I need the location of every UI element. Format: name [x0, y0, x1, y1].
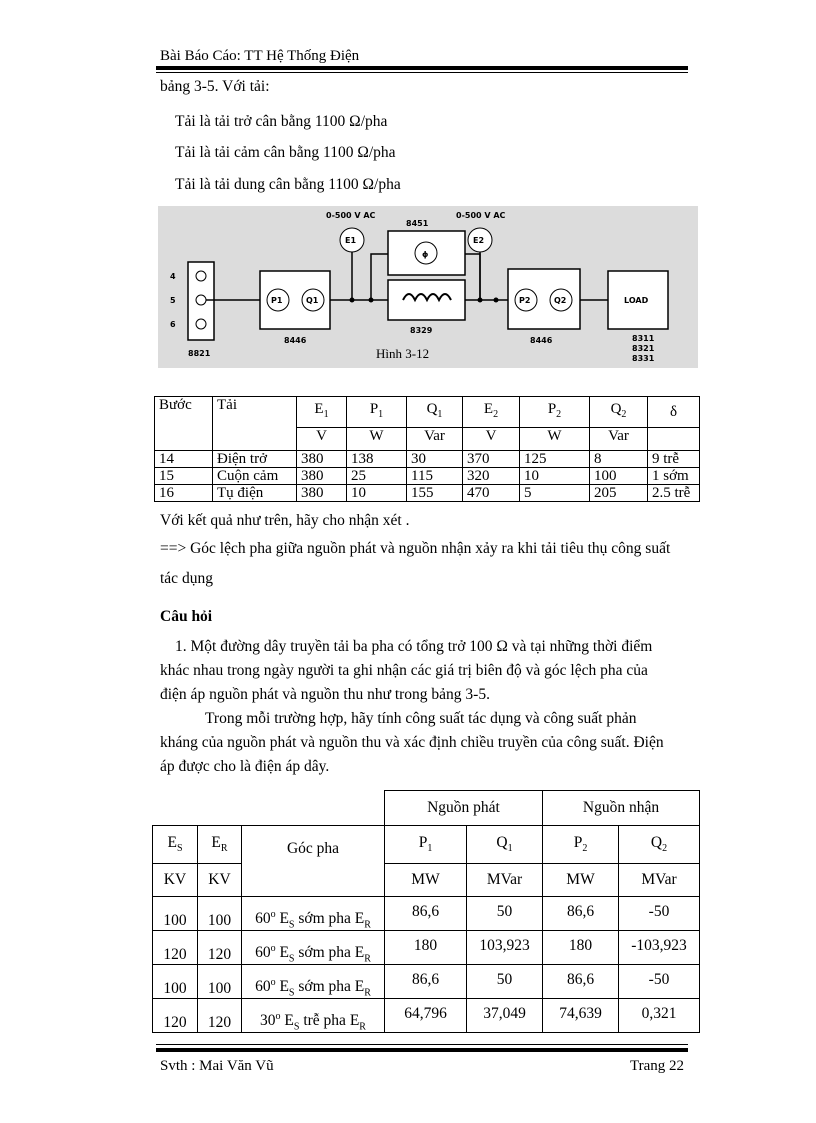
unit-p2: MW	[543, 864, 619, 897]
table-row	[155, 451, 700, 468]
phase-meter-id: 8451	[406, 219, 429, 228]
q2-label: Q2	[554, 296, 567, 305]
unit-p2: W	[520, 428, 590, 451]
cell: 180	[543, 931, 619, 965]
q1-label: Q1	[306, 296, 319, 305]
cell: 25	[347, 468, 407, 485]
unit-p1: W	[347, 428, 407, 451]
unit-delta	[648, 428, 700, 451]
task-line-2: kháng của nguồn phát và nguồn thu và xác định chiều truyền của công suất. Điện	[160, 734, 664, 751]
cell-angle: 60$^o$ $E_S$ sớm pha $E_R$	[242, 931, 385, 965]
unit-er: KV	[198, 864, 242, 897]
intro-line: bảng 3-5. Với tải:	[160, 78, 270, 95]
header-e1: $E_1$	[297, 397, 347, 428]
wattmeter-right-id: 8446	[530, 336, 553, 345]
header-step: Bước	[155, 397, 213, 451]
header-q1: $Q_1$	[467, 826, 543, 864]
figure-caption: Hình 3-12	[376, 346, 430, 361]
header-angle: Góc pha	[242, 826, 385, 897]
footer-author: Svth : Mai Văn Vũ	[160, 1058, 274, 1074]
cell: 9 trễ	[648, 451, 700, 468]
task-line-1: Trong mỗi trường hợp, hãy tính công suất tác dụng và công suất phản	[205, 710, 637, 727]
cell: -50	[619, 897, 700, 931]
cell: Tụ điện	[213, 485, 297, 502]
cell: 370	[463, 451, 520, 468]
terminal-label-5: 5	[170, 296, 176, 305]
header-rule-thick	[156, 66, 688, 70]
header-load: Tải	[213, 397, 297, 451]
cell: Điện trở	[213, 451, 297, 468]
unit-q2: MVar	[619, 864, 700, 897]
cell: 50	[467, 965, 543, 999]
remark-line-2: ==> Góc lệch pha giữa nguồn phát và nguồn nhận xảy ra khi tải tiêu thụ công suất	[160, 540, 671, 557]
cell: 100	[153, 965, 198, 999]
cell: 100	[153, 897, 198, 931]
table-row	[153, 965, 700, 999]
footer-rule-thin	[156, 1044, 688, 1045]
wattmeter-left-id: 8446	[284, 336, 307, 345]
cell: 15	[155, 468, 213, 485]
cell: 10	[347, 485, 407, 502]
terminal-5	[196, 295, 206, 305]
cell-angle: 30$^o$ $E_S$ trễ pha $E_R$	[242, 999, 385, 1033]
header-q2: $Q_2$	[590, 397, 648, 428]
cell: 120	[198, 999, 242, 1033]
header-es: $E_S$	[153, 826, 198, 864]
terminal-label-6: 6	[170, 320, 176, 329]
cell: 5	[520, 485, 590, 502]
footer-page-number: Trang 22	[630, 1058, 685, 1074]
group-receiving-source: Nguồn nhận	[543, 791, 700, 826]
cell: 155	[407, 485, 463, 502]
cell: 14	[155, 451, 213, 468]
e1-label: E1	[345, 236, 357, 245]
header-delta: δ	[648, 397, 700, 428]
load-id-3: 8331	[632, 354, 655, 363]
cell: -50	[619, 965, 700, 999]
cell: 86,6	[385, 965, 467, 999]
remark-line-3: tác dụng	[160, 570, 213, 587]
e2-label: E2	[473, 236, 485, 245]
cell: 10	[520, 468, 590, 485]
group-sending-source: Nguồn phát	[385, 791, 543, 826]
inductor-id: 8329	[410, 326, 433, 335]
terminal-6	[196, 319, 206, 329]
cell: 320	[463, 468, 520, 485]
phase-symbol: ϕ	[422, 250, 429, 259]
p2-label: P2	[519, 296, 531, 305]
table-row	[153, 999, 700, 1033]
header-p1: $P_1$	[347, 397, 407, 428]
cell: 86,6	[543, 897, 619, 931]
question-line-1: 1. Một đường dây truyền tải ba pha có tổng trở 100 Ω và tại những thời điểm	[175, 638, 653, 655]
load-item-resistive: Tải là tải trở cân bằng 1100 Ω/pha	[175, 113, 388, 130]
table-row	[153, 897, 700, 931]
question-heading: Câu hỏi	[160, 608, 213, 625]
terminal-4	[196, 271, 206, 281]
source-id: 8821	[188, 349, 211, 358]
cell-angle: 60$^o$ $E_S$ sớm pha $E_R$	[242, 965, 385, 999]
cell: 115	[407, 468, 463, 485]
unit-q1: MVar	[467, 864, 543, 897]
header-p2: $P_2$	[543, 826, 619, 864]
unit-e2: V	[463, 428, 520, 451]
terminal-label-4: 4	[170, 272, 176, 281]
load-item-inductive: Tải là tải cảm cân bằng 1100 Ω/pha	[175, 144, 396, 161]
cell: 1 sớm	[648, 468, 700, 485]
cell: 380	[297, 451, 347, 468]
cell: 100	[590, 468, 648, 485]
cell: 50	[467, 897, 543, 931]
cell: 0,321	[619, 999, 700, 1033]
task-line-3: áp được cho là điện áp dây.	[160, 758, 330, 775]
cell: 86,6	[385, 897, 467, 931]
cell: 380	[297, 468, 347, 485]
meter-right-range: 0-500 V AC	[456, 211, 506, 220]
cell: 8	[590, 451, 648, 468]
table-row	[155, 485, 700, 502]
cell: 120	[153, 999, 198, 1033]
header-e2: $E_2$	[463, 397, 520, 428]
header-rule-thin	[156, 72, 688, 73]
cell: 74,639	[543, 999, 619, 1033]
header-q1: $Q_1$	[407, 397, 463, 428]
cell: 103,923	[467, 931, 543, 965]
cell: 100	[198, 965, 242, 999]
remark-line-1: Với kết quả như trên, hãy cho nhận xét .	[160, 512, 410, 529]
header-er: $E_R$	[198, 826, 242, 864]
unit-q2: Var	[590, 428, 648, 451]
load-item-capacitive: Tải là tải dung cân bằng 1100 Ω/pha	[175, 176, 401, 193]
footer-rule-thick	[156, 1048, 688, 1052]
cell: 470	[463, 485, 520, 502]
cell: 2.5 trễ	[648, 485, 700, 502]
unit-p1: MW	[385, 864, 467, 897]
load-id-2: 8321	[632, 344, 655, 353]
header-q2: $Q_2$	[619, 826, 700, 864]
meter-left-range: 0-500 V AC	[326, 211, 376, 220]
cell: 37,049	[467, 999, 543, 1033]
cell-angle: 60$^o$ $E_S$ sớm pha $E_R$	[242, 897, 385, 931]
unit-e1: V	[297, 428, 347, 451]
unit-es: KV	[153, 864, 198, 897]
cell: -103,923	[619, 931, 700, 965]
table-row	[155, 468, 700, 485]
cell: 380	[297, 485, 347, 502]
cell: 120	[153, 931, 198, 965]
cell: 16	[155, 485, 213, 502]
measurement-table	[154, 396, 700, 502]
cell: 86,6	[543, 965, 619, 999]
document-header-title: Bài Báo Cáo: TT Hệ Thống Điện	[160, 48, 360, 64]
cell: 64,796	[385, 999, 467, 1033]
circuit-diagram	[158, 206, 698, 368]
cell: 138	[347, 451, 407, 468]
power-table	[152, 790, 700, 1033]
table-row	[153, 931, 700, 965]
load-label: LOAD	[624, 296, 649, 305]
question-line-2: khác nhau trong ngày người ta ghi nhận các giá trị biên độ và góc lệch pha của	[160, 662, 648, 679]
cell: 125	[520, 451, 590, 468]
unit-q1: Var	[407, 428, 463, 451]
load-id-1: 8311	[632, 334, 655, 343]
cell: Cuộn cảm	[213, 468, 297, 485]
question-line-3: điện áp nguồn phát và nguồn thu như trong bảng 3-5.	[160, 686, 490, 703]
header-p2: $P_2$	[520, 397, 590, 428]
cell: 100	[198, 897, 242, 931]
cell: 205	[590, 485, 648, 502]
cell: 120	[198, 931, 242, 965]
header-p1: $P_1$	[385, 826, 467, 864]
p1-label: P1	[271, 296, 283, 305]
cell: 30	[407, 451, 463, 468]
cell: 180	[385, 931, 467, 965]
